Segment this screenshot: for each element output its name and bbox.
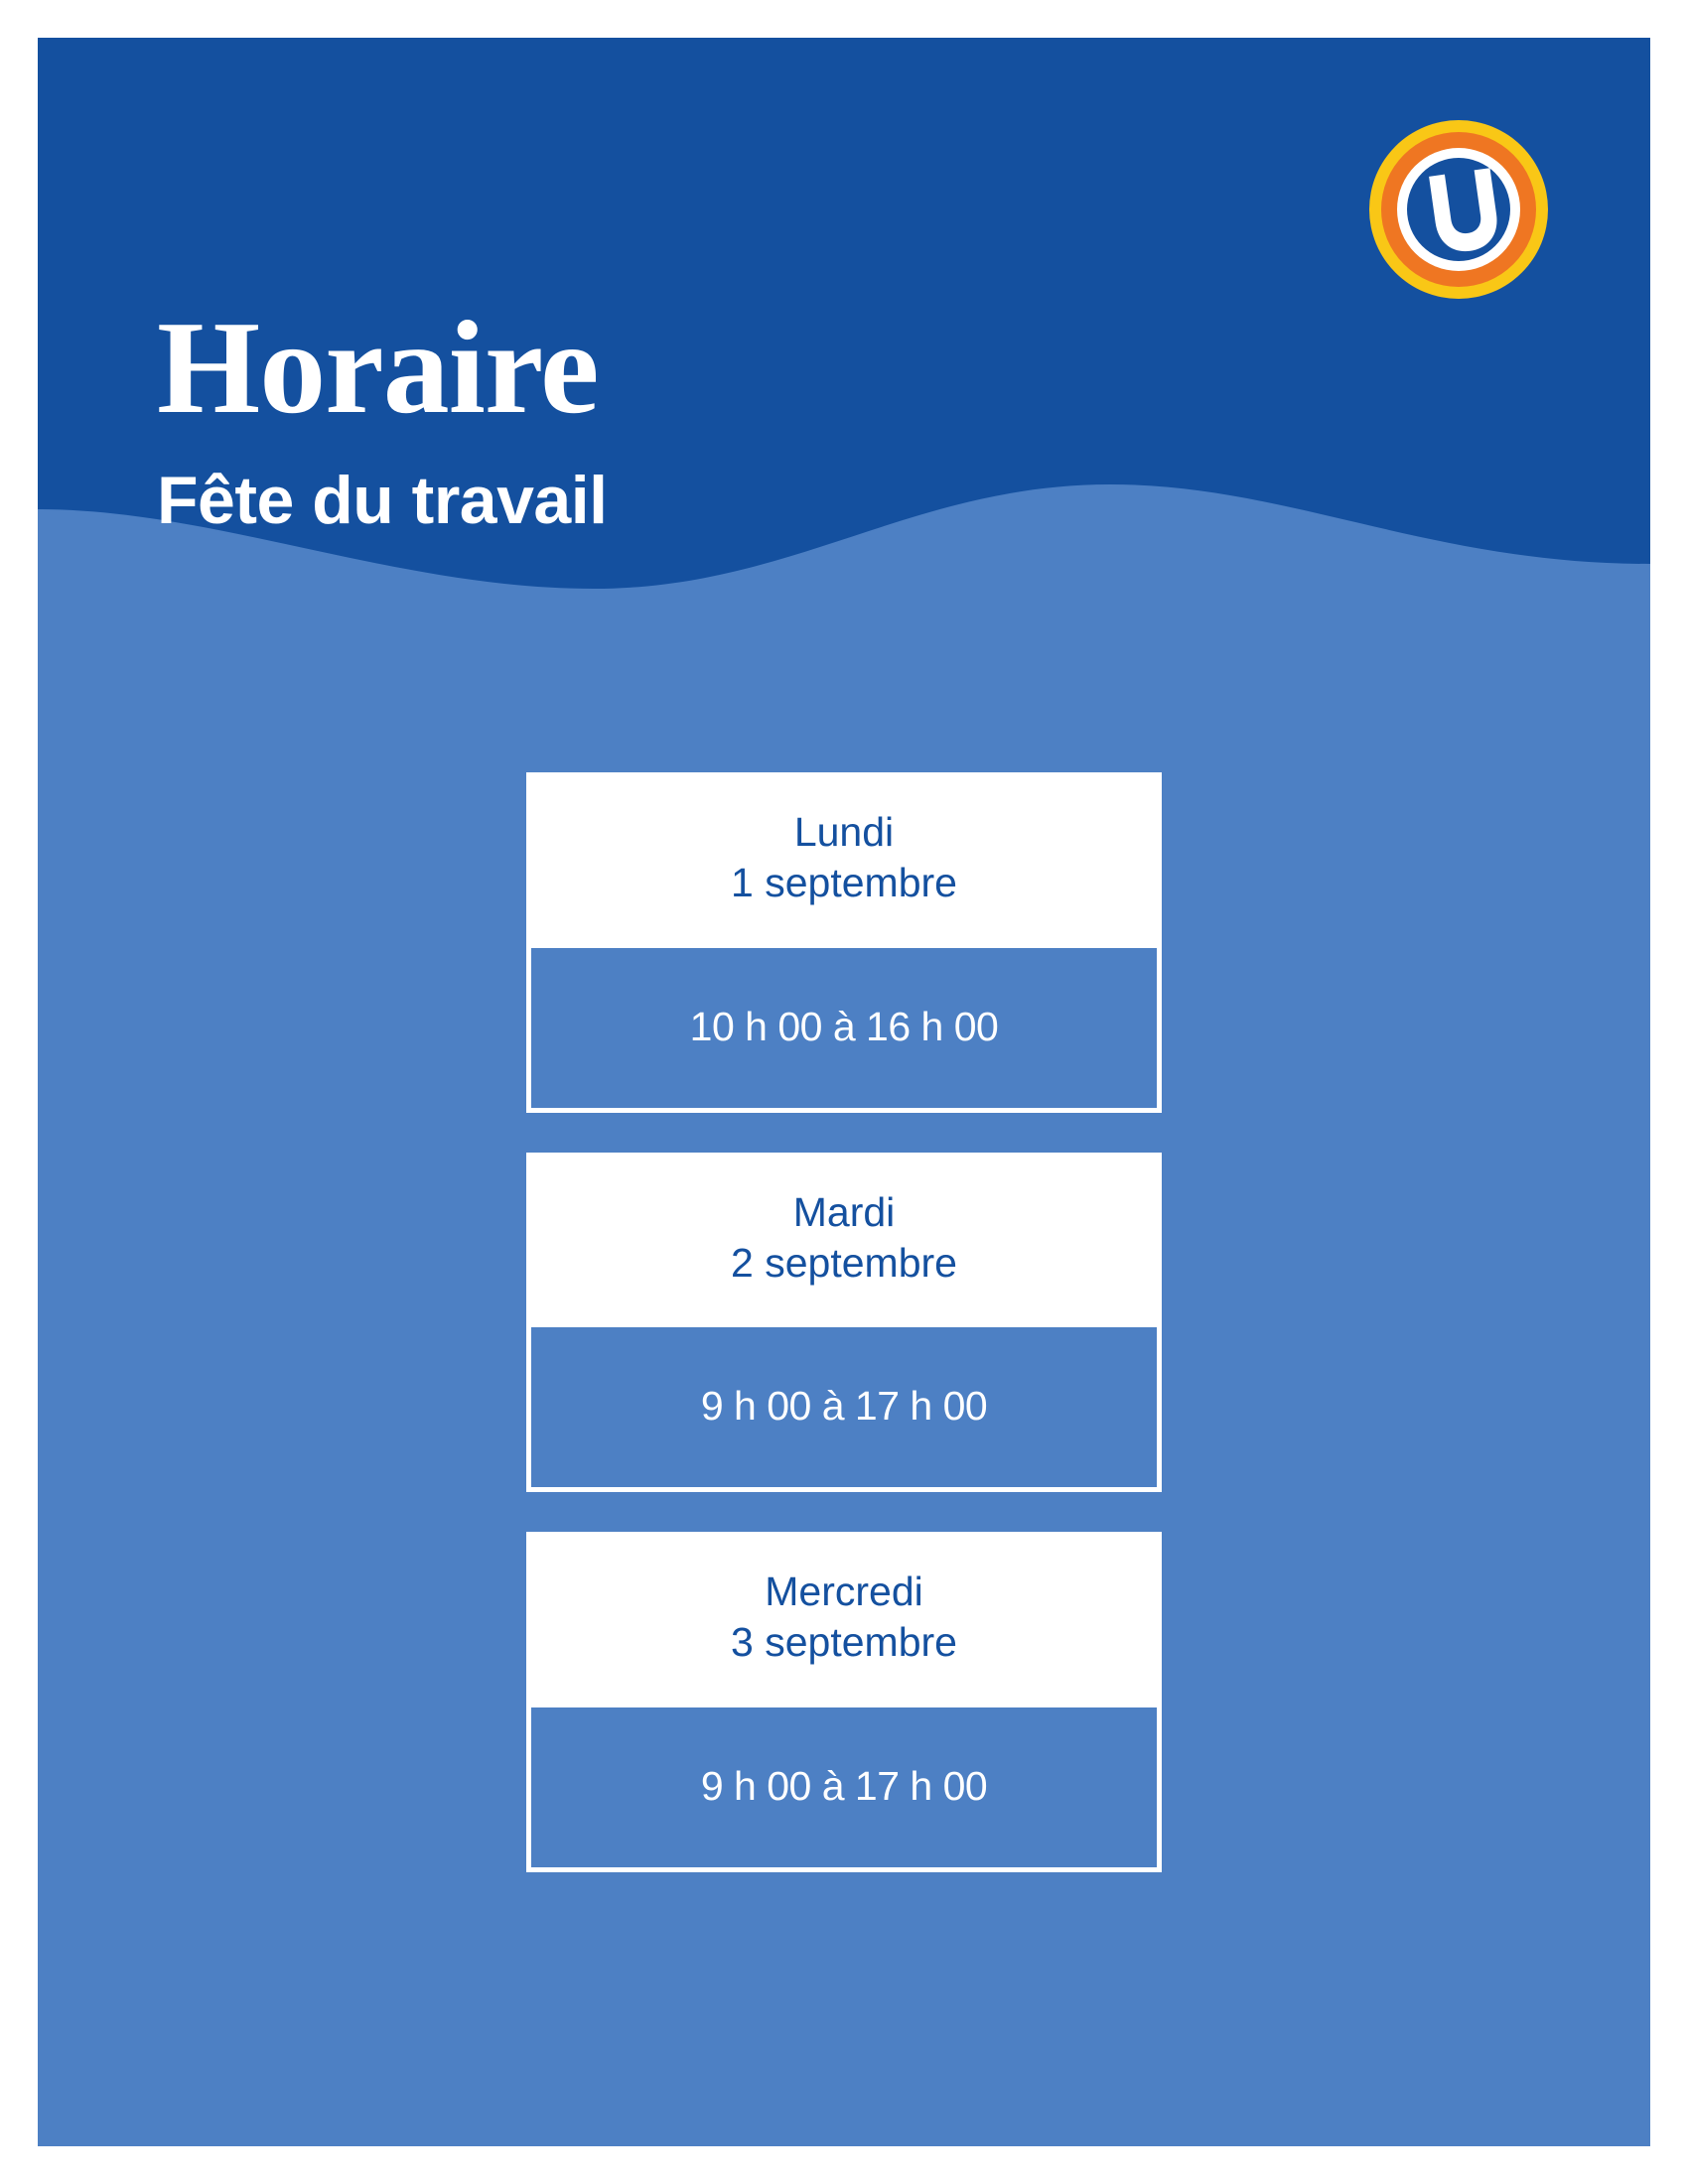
university-logo (1366, 117, 1551, 302)
schedule-card (526, 772, 1162, 1113)
schedule-card-date (531, 777, 1157, 943)
title-block (157, 294, 1249, 538)
schedule-card (526, 1532, 1162, 1872)
schedule-card-date (531, 1158, 1157, 1323)
page-title: Horaire (157, 294, 599, 441)
schedule-card (526, 1153, 1162, 1493)
schedule-day-date: 2 septembre (731, 1239, 957, 1286)
schedule-card-hours: 9 h 00 à 17 h 00 (531, 1322, 1157, 1487)
schedule-card-hours: 10 h 00 à 16 h 00 (531, 943, 1157, 1108)
schedule-list (38, 772, 1650, 1872)
schedule-card-hours: 9 h 00 à 17 h 00 (531, 1703, 1157, 1867)
schedule-day-date: 3 septembre (731, 1619, 957, 1666)
schedule-card-date (531, 1537, 1157, 1703)
page-subtitle: Fête du travail (157, 463, 608, 538)
schedule-day-name: Mardi (792, 1188, 896, 1235)
schedule-day-name: Lundi (793, 809, 895, 855)
poster (38, 38, 1650, 2146)
schedule-day-date: 1 septembre (731, 860, 957, 906)
schedule-day-name: Mercredi (765, 1569, 923, 1614)
